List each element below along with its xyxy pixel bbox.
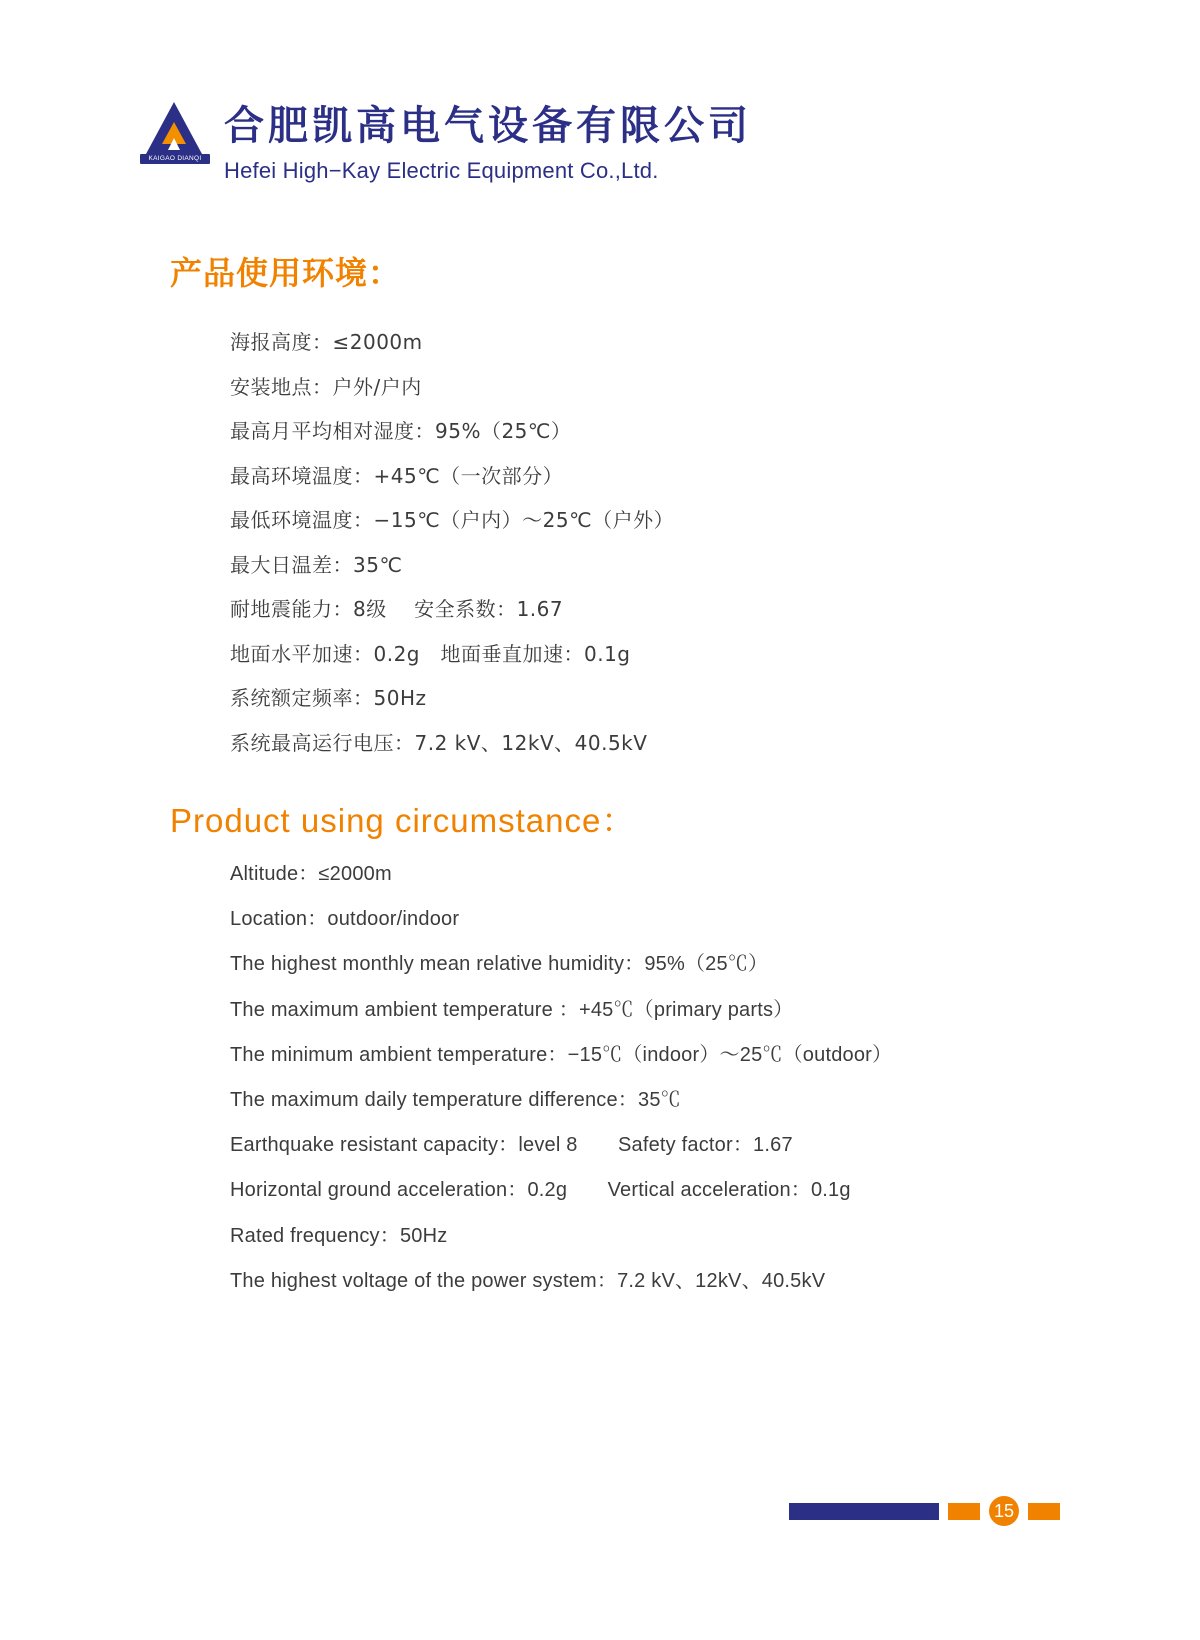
list-item: The minimum ambient temperature：−15℃（indoor）～25℃（outdoor） [230, 1043, 893, 1066]
footer-bar-blue [789, 1503, 939, 1520]
company-logo-icon [140, 100, 210, 178]
page-number-badge: 15 [989, 1496, 1019, 1526]
footer-bar-orange [948, 1503, 980, 1520]
list-item: 海报高度：≤2000m [230, 330, 423, 354]
list-item: 安装地点：户外/户内 [230, 374, 422, 399]
list-item: Rated frequency：50Hz [230, 1224, 448, 1247]
list-item: Horizontal ground acceleration：0.2g Vertical acceleration：0.1g [230, 1179, 851, 1202]
list-item: 耐地震能力：8级 安全系数：1.67 [230, 597, 564, 621]
company-name-en: Hefei High−Kay Electric Equipment Co.,Ltd. [224, 158, 659, 183]
list-item: 系统额定频率：50Hz [230, 686, 427, 710]
company-name-cn: 合肥凯高电气设备有限公司 [224, 103, 752, 149]
logo-band-label: KAIGAO DIANQI [148, 155, 202, 162]
list-item: Earthquake resistant capacity：level 8 Safety factor：1.67 [230, 1134, 793, 1157]
list-item: The maximum ambient temperature ：+45℃（primary parts） [230, 998, 794, 1021]
list-item: The maximum daily temperature difference：35℃ [230, 1089, 681, 1112]
list-item: 最高环境温度：+45℃（一次部分） [230, 463, 564, 488]
list-item: The highest monthly mean relative humidity：95%（25℃） [230, 953, 769, 976]
list-item: Location：outdoor/indoor [230, 908, 460, 931]
list-item: Altitude：≤2000m [230, 863, 392, 885]
list-item: 地面水平加速：0.2g 地面垂直加速：0.1g [230, 641, 631, 666]
footer-bar-orange-tail [1028, 1503, 1060, 1520]
list-item: 系统最高运行电压：7.2 kV、12kV、40.5kV [230, 730, 648, 755]
company-name-block [224, 100, 752, 184]
company-header [140, 100, 752, 184]
list-item: 最大日温差：35℃ [230, 552, 403, 577]
logo-triangle-cut [168, 138, 180, 150]
spec-list-en [230, 852, 892, 1304]
section-title-en: Product using circumstance： [170, 802, 636, 839]
page-footer [789, 1498, 1060, 1524]
spec-list-cn [230, 320, 674, 765]
list-item: 最高月平均相对湿度：95%（25℃） [230, 419, 572, 443]
list-item: The highest voltage of the power system：7.2 kV、12kV、40.5kV [230, 1269, 826, 1292]
list-item: 最低环境温度：−15℃（户内）～25℃（户外） [230, 508, 675, 532]
section-title-cn: 产品使用环境： [170, 254, 402, 292]
